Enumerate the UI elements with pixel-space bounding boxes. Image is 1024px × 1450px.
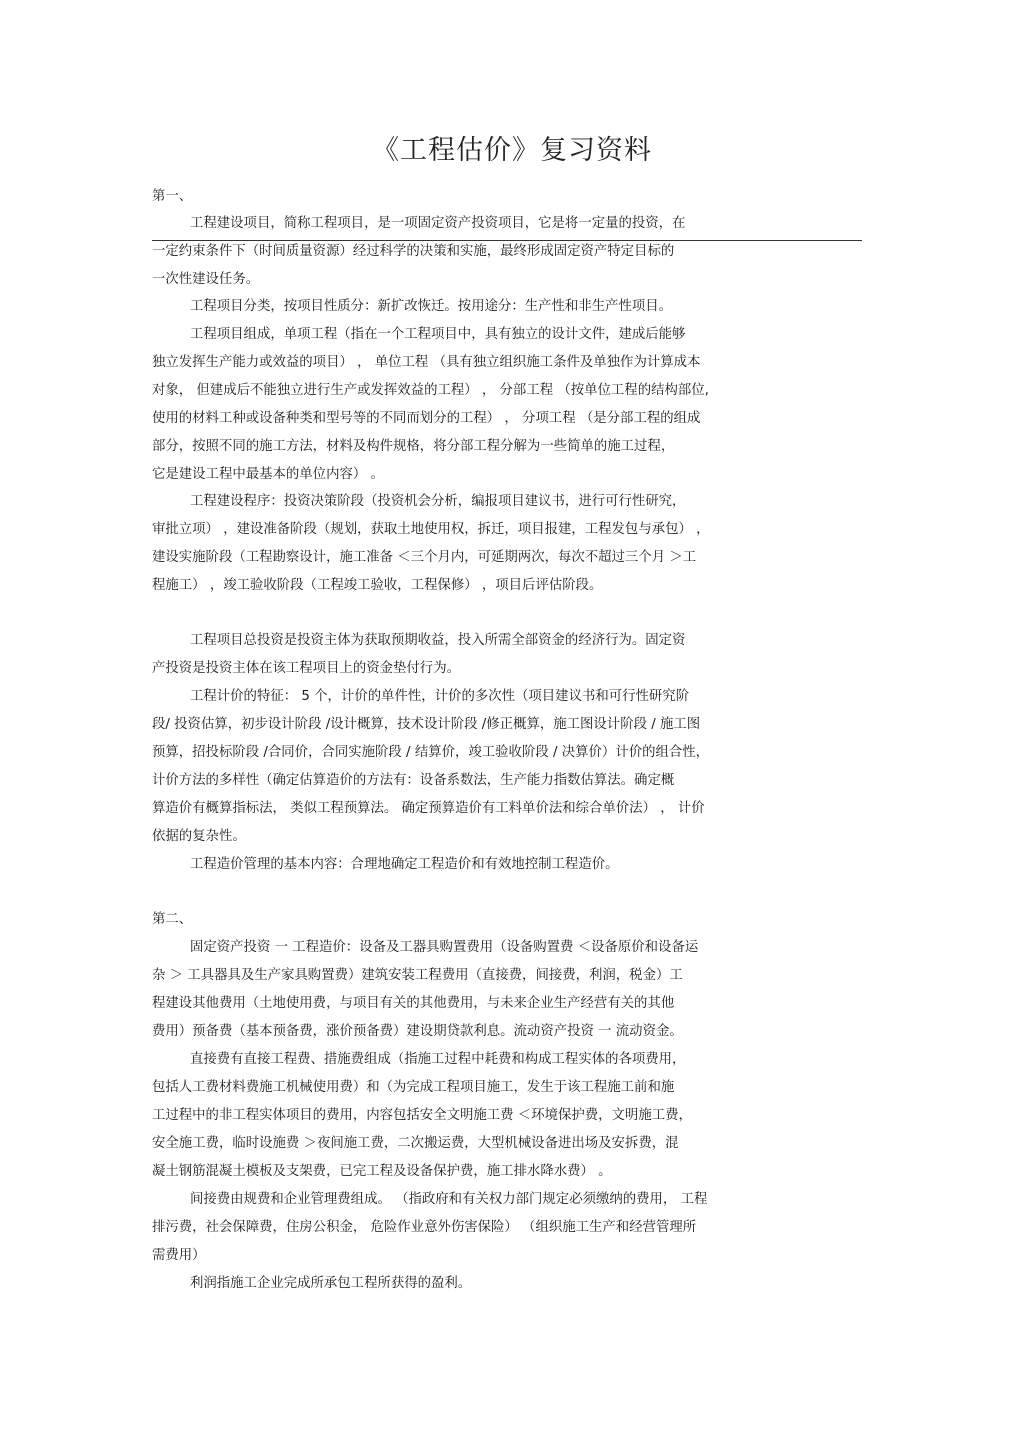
text-line: 工程建设项目，简称工程项目，是一项固定资产投资项目，它是将一定量的投资，在 xyxy=(190,216,686,231)
text-line: 依据的复杂性。 xyxy=(152,829,246,844)
text-line: 产投资是投资主体在该工程项目上的资金垫付行为。 xyxy=(152,661,460,676)
text-line: 第二、 xyxy=(152,912,193,927)
text-line: 段/ 投资估算，初步设计阶段 /设计概算，技术设计阶段 /修正概算，施工图设计阶段 / 施工图 xyxy=(152,717,701,732)
text-line: 工程建设程序：投资决策阶段（投资机会分析，编报项目建议书，进行可行性研究， xyxy=(190,494,686,509)
text-line: 排污费，社会保障费，住房公积金， 危险作业意外伤害保险） （组织施工生产和经营管理所 xyxy=(152,1220,697,1235)
text-line: 一次性建设任务。 xyxy=(152,272,260,287)
text-line: 工程造价管理的基本内容：合理地确定工程造价和有效地控制工程造价。 xyxy=(190,857,619,872)
text-line: 第一、 xyxy=(152,189,193,204)
text-line: 安全施工费，临时设施费 ＞夜间施工费，二次搬运费，大型机械设备进出场及安拆费，混 xyxy=(152,1136,679,1151)
text-line: 工过程中的非工程实体项目的费用，内容包括安全文明施工费 ＜环境保护费，文明施工费， xyxy=(152,1108,692,1123)
text-line: 对象， 但建成后不能独立进行生产或发挥效益的工程） ， 分部工程 （按单位工程的结构部位, xyxy=(152,383,709,398)
text-line: 程建设其他费用（土地使用费，与项目有关的其他费用，与未来企业生产经营有关的其他 xyxy=(152,996,675,1011)
text-line: 直接费有直接工程费、措施费组成（指施工过程中耗费和构成工程实体的各项费用， xyxy=(190,1052,686,1067)
text-line: 预算，招投标阶段 /合同价，合同实施阶段 / 结算价，竣工验收阶段 / 决算价）计价的组合性， xyxy=(152,745,710,760)
underline-rule xyxy=(152,240,862,241)
text-line: 建设实施阶段（工程勘察设计，施工准备 ＜三个月内，可延期两次，每次不超过三个月 ＞工 xyxy=(152,550,697,565)
text-line: 固定资产投资 一 工程造价：设备及工器具购置费用（设备购置费 ＜设备原价和设备运 xyxy=(190,940,699,955)
page-title: 《工程估价》复习资料 xyxy=(372,135,652,166)
text-line: 间接费由规费和企业管理费组成。 （指政府和有关权力部门规定必须缴纳的费用， 工程 xyxy=(190,1192,708,1207)
text-line: 程施工） ，竣工验收阶段（工程竣工验收，工程保修） ，项目后评估阶段。 xyxy=(152,578,603,593)
text-line: 费用）预备费（基本预备费，涨价预备费）建设期贷款利息。流动资产投资 一 流动资金。 xyxy=(152,1024,683,1039)
text-line: 利润指施工企业完成所承包工程所获得的盈利。 xyxy=(190,1276,472,1291)
text-line: 使用的材料工种或设备种类和型号等的不同而划分的工程） ， 分项工程 （是分部工程的组成 xyxy=(152,411,701,426)
text-line: 杂 ＞ 工具器具及生产家具购置费）建筑安装工程费用（直接费，间接费，利润，税金）工 xyxy=(152,968,683,983)
text-line: 审批立项） ，建设准备阶段（规划，获取土地使用权，拆迁，项目报建，工程发包与承包） ， xyxy=(152,522,710,537)
text-line: 工程项目总投资是投资主体为获取预期收益，投入所需全部资金的经济行为。固定资 xyxy=(190,633,686,648)
text-line: 工程项目组成，单项工程（指在一个工程项目中，具有独立的设计文件，建成后能够 xyxy=(190,327,686,342)
text-line: 工程项目分类，按项目性质分：新扩改恢迁。按用途分：生产性和非生产性项目。 xyxy=(190,299,673,314)
text-line: 需费用） xyxy=(152,1248,206,1263)
text-line: 它是建设工程中最基本的单位内容） 。 xyxy=(152,467,384,482)
text-line: 独立发挥生产能力或效益的项目） ， 单位工程 （具有独立组织施工条件及单独作为计算成本 xyxy=(152,355,701,370)
text-line: 包括人工费材料费施工机械使用费）和（为完成工程项目施工，发生于该工程施工前和施 xyxy=(152,1080,675,1095)
text-line: 算造价有概算指标法， 类似工程预算法。 确定预算造价有工料单价法和综合单价法） ， 计价 xyxy=(152,801,705,816)
text-line: 计价方法的多样性（确定估算造价的方法有：设备系数法，生产能力指数估算法。确定概 xyxy=(152,773,675,788)
text-line: 一定约束条件下（时间质量资源）经过科学的决策和实施，最终形成固定资产特定目标的 xyxy=(152,244,675,259)
text-line: 凝土钢筋混凝土模板及支架费，已完工程及设备保护费，施工排水降水费） 。 xyxy=(152,1164,612,1179)
text-line: 工程计价的特征： 5 个，计价的单件性，计价的多次性（项目建议书和可行性研究阶 xyxy=(190,689,690,704)
text-line: 部分，按照不同的施工方法，材料及构件规格，将分部工程分解为一些简单的施工过程， xyxy=(152,439,675,454)
